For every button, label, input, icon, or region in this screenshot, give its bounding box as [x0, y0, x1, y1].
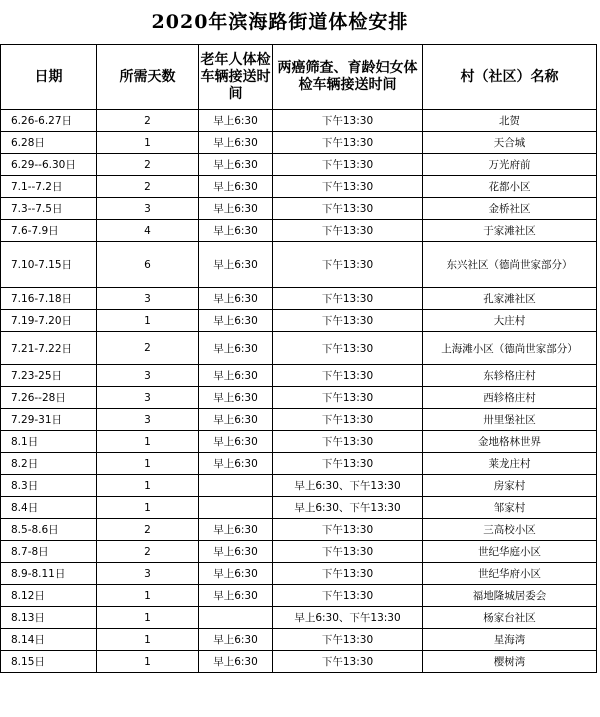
cell-elderly-time: [199, 607, 273, 629]
cell-date: 7.29-31日: [1, 409, 97, 431]
cell-date: 8.15日: [1, 651, 97, 673]
cell-village: 于家滩社区: [423, 220, 597, 242]
table-row: [1, 431, 597, 453]
cell-date: 8.7-8日: [1, 541, 97, 563]
cell-elderly-time: 早上6:30: [199, 629, 273, 651]
cell-village: 金桥社区: [423, 198, 597, 220]
cell-women-time: 下午13:30: [273, 629, 423, 651]
cell-days: 3: [97, 409, 199, 431]
cell-women-time: 早上6:30、下午13:30: [273, 475, 423, 497]
table-row: [1, 563, 597, 585]
cell-days: 1: [97, 585, 199, 607]
table-row: [1, 585, 597, 607]
cell-village: 万光府前: [423, 154, 597, 176]
cell-elderly-time: 早上6:30: [199, 541, 273, 563]
table-row: [1, 541, 597, 563]
table-row: [1, 607, 597, 629]
cell-date: 8.3日: [1, 475, 97, 497]
cell-village: 世纪华府小区: [423, 563, 597, 585]
cell-elderly-time: 早上6:30: [199, 132, 273, 154]
cell-days: 2: [97, 519, 199, 541]
cell-elderly-time: 早上6:30: [199, 176, 273, 198]
cell-village: 孔家滩社区: [423, 288, 597, 310]
cell-date: 8.4日: [1, 497, 97, 519]
cell-date: 7.21-7.22日: [1, 332, 97, 365]
cell-women-time: 下午13:30: [273, 563, 423, 585]
cell-women-time: 下午13:30: [273, 651, 423, 673]
cell-days: 1: [97, 497, 199, 519]
cell-date: 7.26--28日: [1, 387, 97, 409]
cell-elderly-time: 早上6:30: [199, 198, 273, 220]
table-row: [1, 519, 597, 541]
cell-elderly-time: 早上6:30: [199, 288, 273, 310]
table-row: [1, 497, 597, 519]
cell-date: 7.23-25日: [1, 365, 97, 387]
cell-date: 7.6-7.9日: [1, 220, 97, 242]
cell-women-time: 下午13:30: [273, 541, 423, 563]
cell-elderly-time: 早上6:30: [199, 651, 273, 673]
cell-elderly-time: 早上6:30: [199, 242, 273, 288]
cell-women-time: 下午13:30: [273, 132, 423, 154]
header-days: 所需天数: [97, 45, 199, 110]
cell-date: 7.19-7.20日: [1, 310, 97, 332]
cell-women-time: 下午13:30: [273, 110, 423, 132]
cell-village: 花都小区: [423, 176, 597, 198]
cell-elderly-time: 早上6:30: [199, 110, 273, 132]
table-row: [1, 220, 597, 242]
cell-women-time: 下午13:30: [273, 288, 423, 310]
cell-elderly-time: 早上6:30: [199, 453, 273, 475]
cell-elderly-time: [199, 497, 273, 519]
table-row: [1, 154, 597, 176]
cell-days: 1: [97, 431, 199, 453]
cell-village: 樱树湾: [423, 651, 597, 673]
cell-days: 3: [97, 288, 199, 310]
cell-village: 金地格林世界: [423, 431, 597, 453]
cell-women-time: 下午13:30: [273, 585, 423, 607]
header-village: 村（社区）名称: [423, 45, 597, 110]
table-row: [1, 310, 597, 332]
cell-women-time: 下午13:30: [273, 387, 423, 409]
table-row: [1, 288, 597, 310]
cell-days: 6: [97, 242, 199, 288]
cell-days: 2: [97, 176, 199, 198]
cell-days: 1: [97, 132, 199, 154]
table-row: [1, 453, 597, 475]
cell-days: 2: [97, 154, 199, 176]
cell-elderly-time: 早上6:30: [199, 310, 273, 332]
cell-elderly-time: [199, 475, 273, 497]
cell-date: 8.12日: [1, 585, 97, 607]
cell-women-time: 下午13:30: [273, 198, 423, 220]
cell-days: 4: [97, 220, 199, 242]
cell-village: 东轸格庄村: [423, 365, 597, 387]
cell-village: 天合城: [423, 132, 597, 154]
cell-women-time: 下午13:30: [273, 519, 423, 541]
cell-date: 7.1--7.2日: [1, 176, 97, 198]
cell-days: 3: [97, 387, 199, 409]
cell-women-time: 下午13:30: [273, 332, 423, 365]
cell-elderly-time: 早上6:30: [199, 519, 273, 541]
cell-days: 3: [97, 563, 199, 585]
table-row: [1, 475, 597, 497]
header-elderly-time: 老年人体检车辆接送时间: [199, 45, 273, 110]
cell-village: 邹家村: [423, 497, 597, 519]
cell-days: 2: [97, 332, 199, 365]
schedule-table: [0, 44, 597, 673]
cell-elderly-time: 早上6:30: [199, 365, 273, 387]
cell-date: 7.16-7.18日: [1, 288, 97, 310]
cell-days: 1: [97, 310, 199, 332]
sheet-title: 2020年滨海路街道体检安排: [151, 11, 409, 33]
cell-village: 莱龙庄村: [423, 453, 597, 475]
cell-village: 西轸格庄村: [423, 387, 597, 409]
cell-days: 3: [97, 198, 199, 220]
cell-date: 8.5-8.6日: [1, 519, 97, 541]
cell-village: 星海湾: [423, 629, 597, 651]
table-row: [1, 387, 597, 409]
cell-village: 上海滩小区（德尚世家部分）: [423, 332, 597, 365]
cell-women-time: 下午13:30: [273, 220, 423, 242]
cell-elderly-time: 早上6:30: [199, 332, 273, 365]
cell-village: 三高校小区: [423, 519, 597, 541]
cell-date: 6.26-6.27日: [1, 110, 97, 132]
cell-days: 1: [97, 651, 199, 673]
table-row: [1, 409, 597, 431]
cell-women-time: 早上6:30、下午13:30: [273, 497, 423, 519]
cell-days: 1: [97, 453, 199, 475]
cell-date: 8.14日: [1, 629, 97, 651]
cell-village: 福地隆城居委会: [423, 585, 597, 607]
table-row: [1, 198, 597, 220]
cell-village: 东兴社区（德尚世家部分）: [423, 242, 597, 288]
cell-days: 1: [97, 607, 199, 629]
table-row: [1, 132, 597, 154]
cell-women-time: 下午13:30: [273, 310, 423, 332]
cell-village: 卅里堡社区: [423, 409, 597, 431]
cell-days: 1: [97, 475, 199, 497]
cell-date: 8.1日: [1, 431, 97, 453]
cell-date: 8.9-8.11日: [1, 563, 97, 585]
table-row: [1, 176, 597, 198]
cell-elderly-time: 早上6:30: [199, 431, 273, 453]
cell-women-time: 下午13:30: [273, 365, 423, 387]
cell-elderly-time: 早上6:30: [199, 409, 273, 431]
cell-elderly-time: 早上6:30: [199, 220, 273, 242]
cell-days: 3: [97, 365, 199, 387]
table-row: [1, 651, 597, 673]
table-row: [1, 242, 597, 288]
cell-days: 2: [97, 110, 199, 132]
table-row: [1, 629, 597, 651]
header-row: [1, 45, 597, 110]
cell-women-time: 下午13:30: [273, 154, 423, 176]
cell-days: 1: [97, 629, 199, 651]
cell-date: 7.3--7.5日: [1, 198, 97, 220]
header-women-time: 两癌筛查、育龄妇女体检车辆接送时间: [273, 45, 423, 110]
cell-village: 世纪华庭小区: [423, 541, 597, 563]
cell-elderly-time: 早上6:30: [199, 154, 273, 176]
cell-women-time: 下午13:30: [273, 409, 423, 431]
cell-elderly-time: 早上6:30: [199, 585, 273, 607]
table-row: [1, 365, 597, 387]
cell-village: 房家村: [423, 475, 597, 497]
cell-women-time: 下午13:30: [273, 176, 423, 198]
cell-women-time: 早上6:30、下午13:30: [273, 607, 423, 629]
cell-date: 6.28日: [1, 132, 97, 154]
table-row: [1, 110, 597, 132]
cell-village: 杨家台社区: [423, 607, 597, 629]
cell-date: 6.29--6.30日: [1, 154, 97, 176]
cell-women-time: 下午13:30: [273, 431, 423, 453]
cell-days: 2: [97, 541, 199, 563]
cell-village: 大庄村: [423, 310, 597, 332]
cell-date: 7.10-7.15日: [1, 242, 97, 288]
cell-women-time: 下午13:30: [273, 242, 423, 288]
cell-elderly-time: 早上6:30: [199, 387, 273, 409]
cell-date: 8.2日: [1, 453, 97, 475]
cell-village: 北贺: [423, 110, 597, 132]
cell-elderly-time: 早上6:30: [199, 563, 273, 585]
header-date: 日期: [1, 45, 97, 110]
cell-date: 8.13日: [1, 607, 97, 629]
cell-women-time: 下午13:30: [273, 453, 423, 475]
table-row: [1, 332, 597, 365]
